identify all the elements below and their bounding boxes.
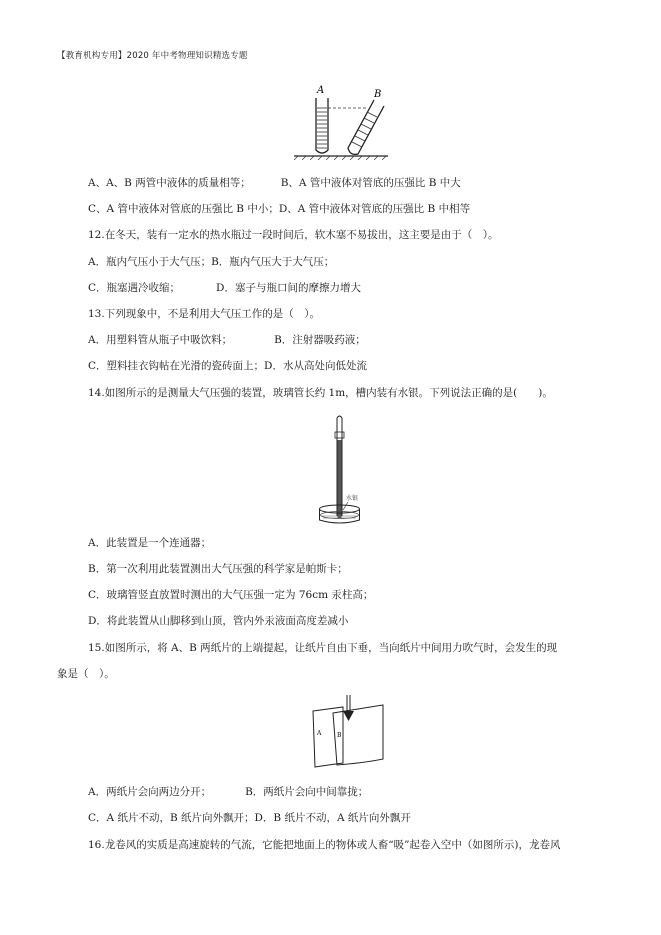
q12-row2 (88, 281, 361, 295)
fig3-label-b: B (337, 732, 342, 739)
fig1-label-b: B (374, 89, 382, 100)
q13-stem: 13.下列现象中，不是利用大气压工作的是（ ）。 (88, 308, 320, 320)
q12-stem: 12.在冬天，装有一定水的热水瓶过一段时间后，软木塞不易拔出，这主要是由于（ ）。 (88, 229, 499, 241)
q15-option-b: B．两纸片会向中间靠拢； (245, 786, 369, 798)
q11-option-a: A、A、B 两管中液体的质量相等； (88, 177, 251, 189)
q14-stem: 14.如图所示的是测量大气压强的装置，玻璃管长约 1m，槽内装有水银。下列说法正确的是( )。 (88, 387, 553, 399)
q12-option-d: D．塞子与瓶口间的摩擦力增大 (216, 282, 361, 294)
q13-option-b: B．注射器吸药液； (274, 334, 366, 346)
q14-option-c: C．玻璃管竖直放置时测出的大气压强一定为 76cm 汞柱高； (88, 589, 374, 601)
figure-paper-sheets (303, 693, 393, 771)
figure-tubes-ab (290, 82, 390, 162)
q16-stem: 16.龙卷风的实质是高速旋转的气流，它能把地面上的物体或人畜“吸”起卷入空中（如图所示)，龙卷风 (88, 839, 561, 851)
q13-option-a: A．用塑料管从瓶子中吸饮料； (88, 334, 233, 346)
fig3-label-a: A (317, 730, 322, 737)
q13-row2: C．塑料挂衣钩帖在光滑的瓷砖面上；D．水从高处向低处流 (88, 360, 367, 372)
q15-stem-line1: 15.如图所示，将 A、B 两纸片的上端提起，让纸片自由下垂，当向纸片中间用力吹气时，会发生的现 (88, 642, 558, 654)
q14-option-a: A．此装置是一个连通器； (88, 537, 212, 549)
q15-stem-line2: 象是（ ）。 (57, 668, 115, 680)
q11-row1 (88, 176, 461, 190)
page-header: 【教育机构专用】2020 年中考物理知识精选专题 (57, 51, 248, 61)
q12-option-c: C．瓶塞遇冷收缩； (88, 282, 181, 294)
figure-barometer (312, 412, 382, 528)
fig2-mercury-label: 水银 (346, 495, 359, 502)
fig1-label-a: A (317, 85, 325, 96)
q14-option-b: B．第一次利用此装置测出大气压强的科学家是帕斯卡； (88, 563, 348, 575)
q15-row1 (88, 785, 368, 799)
q11-row2: C、A 管中液体对管底的压强比 B 中小；D、A 管中液体对管底的压强比 B 中相等 (88, 203, 471, 215)
q15-option-a: A．两纸片会向两边分开； (88, 786, 212, 798)
q14-option-d: D．将此装置从山脚移到山顶，管内外汞液面高度差减小 (88, 615, 349, 627)
q13-row1 (88, 333, 366, 347)
q11-option-b: B、A 管中液体对管底的压强比 B 中大 (280, 177, 461, 189)
q12-row1: A．瓶内气压小于大气压；B．瓶内气压大于大气压； (88, 256, 335, 268)
q15-row2: C．A 纸片不动，B 纸片向外飘开；D．B 纸片不动，A 纸片向外飘开 (88, 812, 411, 824)
